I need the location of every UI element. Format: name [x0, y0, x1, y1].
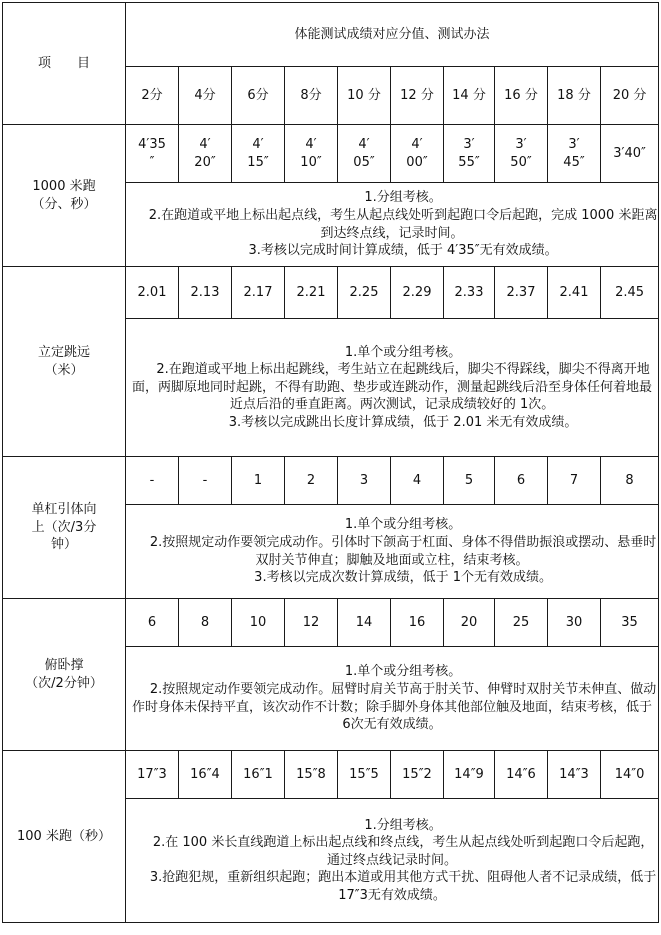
score-value: 14″0 — [601, 751, 659, 799]
score-value: 4′ 00″ — [391, 125, 444, 183]
points-cell: 8分 — [285, 67, 338, 125]
method-step: 2.在跑道或平地上标出起跳线，考生站立在起跳线后，脚尖不得踩线，脚尖不得离开地面，两脚原地同时起跳，不得有助跑、垫步或连跳动作，测量起跳线后沿至身体任何着地最近点后沿的垂直距离。两次测试，记录成绩较好的 1次。 — [132, 362, 653, 413]
points-cell: 20 分 — [601, 67, 659, 125]
score-value: 2 — [285, 457, 338, 505]
score-value: 2.17 — [232, 267, 285, 319]
item-header: 项 目 — [3, 3, 126, 125]
points-cell: 12 分 — [391, 67, 444, 125]
values-row — [3, 267, 659, 319]
method-step: 2.按照规定动作要领完成动作。屈臂时肩关节高于肘关节、伸臂时双肘关节未伸直、做动作时身体未保持平直，该次动作不计数；除手脚外身体其他部位触及地面，结束考核，低于 6次无有效成绩。 — [132, 681, 657, 733]
score-value: 6 — [126, 599, 179, 647]
score-value: 2.21 — [285, 267, 338, 319]
score-value: 3′ 55″ — [444, 125, 495, 183]
method-step: 3.抢跑犯规，重新组织起跑；跑出本道或用其他方式干扰、阻碍他人者不记录成绩，低于 17″3无有效成绩。 — [149, 870, 657, 903]
test-method — [126, 319, 659, 457]
score-value: 2.13 — [179, 267, 232, 319]
values-row — [3, 125, 659, 183]
score-value: 20 — [444, 599, 495, 647]
score-value: 35 — [601, 599, 659, 647]
points-cell: 14 分 — [444, 67, 495, 125]
method-step: 1.单个或分组考核。 — [344, 517, 462, 533]
method-step: 2.按照规定动作要领完成动作。引体时下颌高于杠面、身体不得借助振浪或摆动、悬垂时双肘关节伸直；脚触及地面或立柱，结束考核。 — [149, 534, 657, 568]
method-step: 3.考核以完成跳出长度计算成绩，低于 2.01 米无有效成绩。 — [228, 414, 578, 430]
score-value: 2.29 — [391, 267, 444, 319]
score-value: 5 — [444, 457, 495, 505]
score-value: 10 — [232, 599, 285, 647]
score-value: 3′ 45″ — [548, 125, 601, 183]
score-table — [2, 2, 659, 923]
score-value: 3 — [338, 457, 391, 505]
score-value: 25 — [495, 599, 548, 647]
score-value: 15″5 — [338, 751, 391, 799]
method-step: 2.在 100 米长直线跑道上标出起点线和终点线，考生从起点线处听到起跑口令后起跑，通过终点线记录时间。 — [152, 835, 654, 868]
points-cell: 16 分 — [495, 67, 548, 125]
test-method — [126, 505, 659, 599]
score-value: 6 — [495, 457, 548, 505]
score-value: 4′35 ″ — [126, 125, 179, 183]
score-value: 2.41 — [548, 267, 601, 319]
score-value: 2.37 — [495, 267, 548, 319]
score-value: 12 — [285, 599, 338, 647]
method-step: 2.在跑道或平地上标出起点线，考生从起点线处听到起跑口令后起跑，完成 1000 米距离到达终点线，记录时间。 — [148, 207, 658, 241]
score-value: 14 — [338, 599, 391, 647]
score-value: 8 — [179, 599, 232, 647]
score-value: 7 — [548, 457, 601, 505]
score-value: 17″3 — [126, 751, 179, 799]
method-step: 3.考核以完成次数计算成绩，低于 1个无有效成绩。 — [254, 570, 552, 586]
score-value: 2.45 — [601, 267, 659, 319]
score-value: 2.01 — [126, 267, 179, 319]
score-value: 2.25 — [338, 267, 391, 319]
item-name: 单杠引体向 上（次/3分 钟） — [3, 457, 126, 599]
test-method — [126, 647, 659, 751]
score-value: 15″2 — [391, 751, 444, 799]
score-value: 4′ 20″ — [179, 125, 232, 183]
method-step: 1.分组考核。 — [364, 817, 442, 833]
test-method — [126, 799, 659, 923]
score-value: 16″4 — [179, 751, 232, 799]
main-header: 体能测试成绩对应分值、测试办法 — [126, 3, 659, 67]
score-value: 15″8 — [285, 751, 338, 799]
item-name: 1000 米跑 （分、秒） — [3, 125, 126, 267]
score-value: 3′ 50″ — [495, 125, 548, 183]
score-value: - — [126, 457, 179, 505]
values-row — [3, 599, 659, 647]
test-method — [126, 183, 659, 267]
points-cell: 10 分 — [338, 67, 391, 125]
method-step: 3.考核以完成时间计算成绩，低于 4′35″无有效成绩。 — [248, 243, 558, 259]
points-cell: 2分 — [126, 67, 179, 125]
points-cell: 6分 — [232, 67, 285, 125]
points-cell: 18 分 — [548, 67, 601, 125]
item-name: 立定跳远 （米） — [3, 267, 126, 457]
points-cell: 4分 — [179, 67, 232, 125]
score-value: 2.33 — [444, 267, 495, 319]
score-value: 4′ 10″ — [285, 125, 338, 183]
score-value: 16″1 — [232, 751, 285, 799]
score-value: 4′ 15″ — [232, 125, 285, 183]
score-value: - — [179, 457, 232, 505]
method-step: 1.单个或分组考核。 — [344, 344, 462, 360]
score-value: 8 — [601, 457, 659, 505]
score-value: 30 — [548, 599, 601, 647]
values-row — [3, 457, 659, 505]
score-value: 14″3 — [548, 751, 601, 799]
values-row — [3, 751, 659, 799]
score-value: 3′40″ — [601, 125, 659, 183]
method-step: 1.单个或分组考核。 — [344, 664, 462, 680]
score-value: 14″6 — [495, 751, 548, 799]
score-value: 4′ 05″ — [338, 125, 391, 183]
score-value: 4 — [391, 457, 444, 505]
method-step: 1.分组考核。 — [364, 190, 442, 206]
score-value: 16 — [391, 599, 444, 647]
score-value: 1 — [232, 457, 285, 505]
item-name: 100 米跑（秒） — [3, 751, 126, 923]
item-name: 俯卧撑 （次/2分钟） — [3, 599, 126, 751]
score-value: 14″9 — [444, 751, 495, 799]
